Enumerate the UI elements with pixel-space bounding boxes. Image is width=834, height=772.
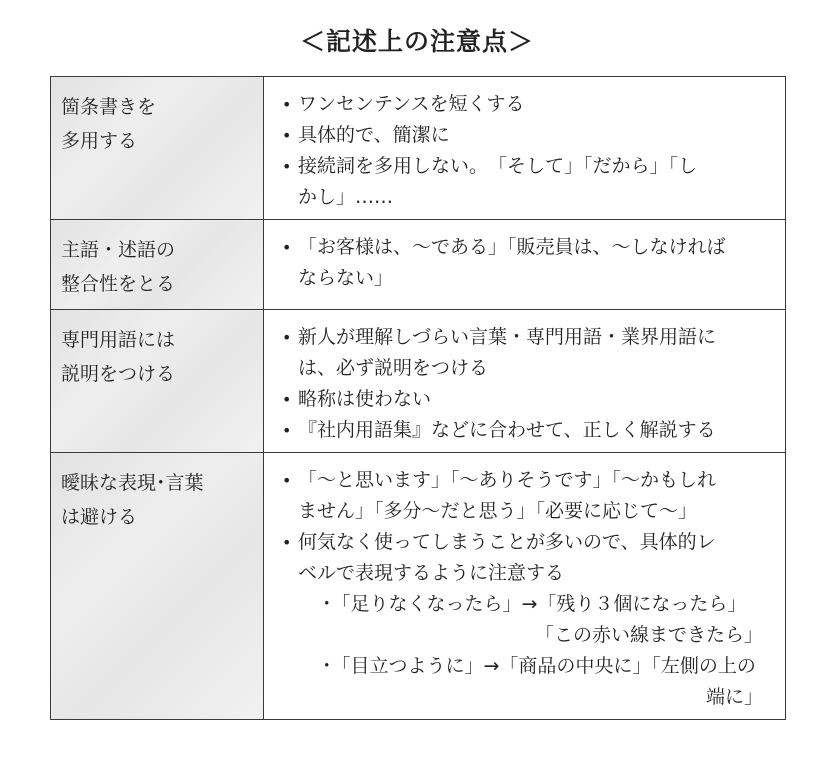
bullet-icon: • — [282, 95, 292, 114]
row-content — [264, 77, 786, 220]
list-item: • 接続詞を多用しない。 「そして」「だから」「し かし」…… — [282, 151, 777, 213]
row-content — [264, 453, 786, 720]
bullet-icon: • — [282, 421, 292, 440]
table-row — [51, 310, 786, 453]
bullet-icon: • — [282, 238, 292, 257]
row-content — [264, 220, 786, 310]
row-heading — [51, 310, 264, 453]
heading-line: 説明をつける — [61, 363, 176, 385]
row-heading — [51, 453, 264, 720]
list-item: • 略称は使わない — [282, 384, 777, 415]
bullet-icon: • — [282, 126, 292, 145]
list-item: • ワンセンテンスを短くする — [282, 89, 777, 120]
table-row — [51, 453, 786, 720]
example-line: 端に」 — [705, 686, 763, 708]
table-row — [51, 220, 786, 310]
example-line: ･「足りなくなったら」→「残り３個になったら」 — [322, 593, 747, 615]
bullet-icon: • — [282, 533, 292, 552]
heading-line: 整合性をとる — [61, 273, 176, 295]
bullet-icon: • — [282, 328, 292, 347]
bullet-icon: • — [282, 390, 292, 409]
list-item: • 何気なく使ってしまうことが多いので、具体的レ ベルで表現するように注意する — [282, 527, 777, 589]
example-line: 「この赤い線まできたら」 — [534, 624, 763, 646]
table-row — [51, 77, 786, 220]
list-item: • 具体的で、簡潔に — [282, 120, 777, 151]
list-item: • 「〜と思います」「〜ありそうです」「〜かもしれ ません」「多分〜だと思う」「必要に応じて〜」 — [282, 465, 777, 527]
page-title: ＜記述上の注意点＞ — [299, 27, 534, 56]
heading-line: 箇条書きを — [61, 96, 157, 118]
bullet-icon: • — [282, 471, 292, 490]
heading-line: 専門用語には — [61, 329, 176, 351]
row-heading — [51, 77, 264, 220]
notes-table — [50, 76, 786, 720]
heading-line: 多用する — [61, 130, 138, 152]
example-line: ･「目立つように」→「商品の中央に」「左側の上の — [322, 655, 756, 677]
heading-line: 主語・述語の — [61, 239, 176, 261]
row-heading — [51, 220, 264, 310]
bullet-icon: • — [282, 157, 292, 176]
row-content — [264, 310, 786, 453]
list-item: • 新人が理解しづらい言葉・専門用語・業界用語に は、必ず説明をつける — [282, 322, 777, 384]
list-item: • 『社内用語集』などに合わせて、正しく解説する — [282, 415, 777, 446]
heading-line: は避ける — [61, 506, 138, 528]
list-item: • 「お客様は、〜である」「販売員は、〜しなければ ならない」 — [282, 232, 777, 294]
heading-line: 曖昧な表現･言葉 — [61, 472, 204, 494]
